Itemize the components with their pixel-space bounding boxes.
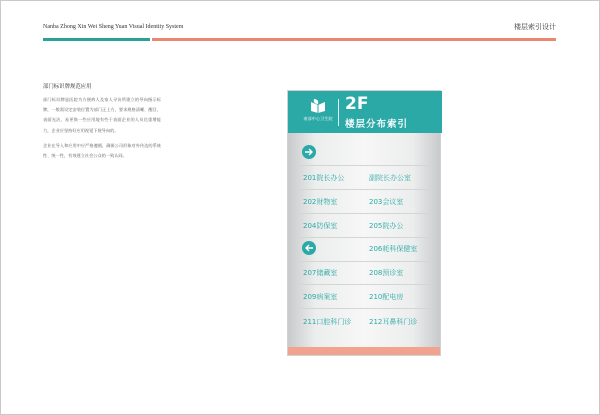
arrow-right-icon [302,145,316,159]
logo-text: 南部中心卫生院 [303,116,333,121]
header-rule-green [43,38,150,41]
leaf-book-icon [309,98,327,114]
room-row [300,197,430,209]
room-row [300,268,430,280]
sign-footer-band [288,347,440,355]
row-divider [300,261,430,262]
room-label-left: 202财物室 [303,198,338,206]
room-label-right: 212耳鼻科门诊 [369,318,418,326]
room-label-right: 206耗科保健室 [369,245,418,253]
floor-index-sign [287,90,441,356]
room-label-right: 205院办公 [369,222,404,230]
room-row [300,221,430,233]
room-label-left: 207储藏室 [303,269,338,277]
room-label-right: 副院长办公室 [369,174,411,182]
header-section-title: 楼层索引设计 [514,23,556,31]
description-paragraph-1: 部门标识牌是医院为方便病人及家人寻访所建立的导向指示标牌，一般需设定安装位置为部门正上方，要求规格清晰、醒目，表面光洁，易更换一些应用地有些于表面企业的人员比重增能力，企业应坚持好应用视觉下规导向的。 [43,97,161,133]
room-label-left: 211口腔科门诊 [303,318,352,326]
room-label-right: 210配电房 [369,293,404,301]
row-divider [300,213,430,214]
hospital-logo [300,98,336,128]
room-label-right: 203会议室 [369,198,404,206]
description-block [43,82,161,166]
description-title: 部门标识牌规范应用 [43,84,92,90]
header-system-name: Nanba Zhong Xin Wei Sheng Yuan Visual Identity System [43,24,184,30]
floor-number: 2F [345,94,369,114]
header-divider [338,99,339,126]
row-divider [300,165,430,166]
description-paragraph-2: 企业在导入和应用中应严格遵循，确保公司形象对外传达的系统性、统一性，有效建立社会公众的一致认同。 [43,142,161,159]
room-label-left: 209病案室 [303,293,338,301]
room-row [300,173,430,185]
room-label-left: 201院长办公 [303,174,345,182]
row-divider [300,284,430,285]
row-divider [300,237,430,238]
sign-header [288,91,442,133]
room-row [300,292,430,304]
room-label-left: 204防保室 [303,222,338,230]
row-divider [300,308,430,309]
room-label-right: 208预诊室 [369,269,404,277]
header-rule-salmon [152,38,556,41]
floor-index-title: 楼层分布索引 [345,119,409,130]
arrow-right-row [302,145,318,161]
row-divider [300,189,430,190]
room-row [300,317,430,329]
room-row [300,244,430,256]
